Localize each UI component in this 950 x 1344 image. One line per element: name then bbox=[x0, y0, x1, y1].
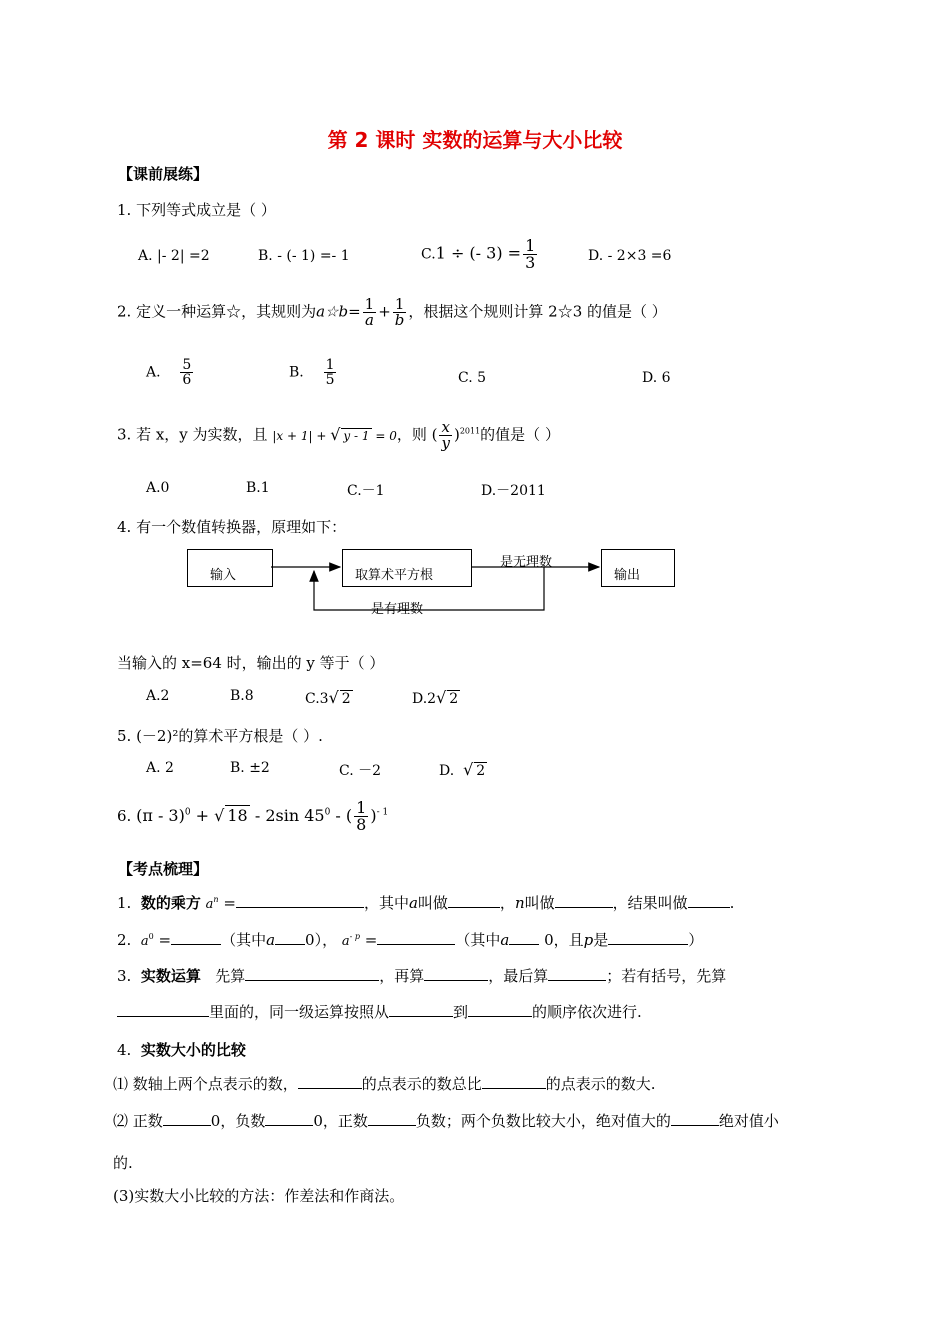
r2-exp2: - p bbox=[349, 932, 361, 941]
r1-t6: . bbox=[729, 894, 735, 912]
q1-option-a: A. |- 2| =2 bbox=[138, 248, 210, 264]
r3-blank-2 bbox=[424, 979, 488, 981]
p2-blank-4 bbox=[671, 1124, 719, 1126]
section-review-heading: 【考点梳理】 bbox=[118, 860, 209, 878]
q3-cond-post: = 0 bbox=[371, 428, 397, 443]
q6-math: (π - 3)$^0$ + √ 18 - 2sin $45^0$ - ( $\frac{1}{8}$ )$^{- 1}$ bbox=[136, 798, 389, 834]
arrow-feedback-loop bbox=[314, 567, 544, 610]
r2-blank-4 bbox=[509, 943, 539, 945]
q3-condition: |x + 1| + √ y - 1 = 0 bbox=[272, 424, 397, 444]
review-4-point-2-line-2: 的. bbox=[113, 1154, 133, 1172]
p2-t2: 0，负数 bbox=[210, 1112, 266, 1130]
r2-blank-5 bbox=[608, 943, 688, 945]
q1-c-numerator: 1 bbox=[525, 236, 536, 255]
q4-option-a: A.2 bbox=[146, 688, 170, 704]
review-4-point-1 bbox=[113, 1073, 656, 1094]
r1-t2: ，其中 bbox=[363, 894, 409, 912]
q4-question: 当输入的 x=64 时，输出的 y 等于（ ） bbox=[117, 654, 385, 672]
r3-l2-t2: 到 bbox=[453, 1003, 469, 1021]
r4-title: 实数大小的比较 bbox=[140, 1041, 246, 1059]
r1-t3: 叫做 bbox=[417, 894, 448, 912]
q5-d-label: D. bbox=[439, 763, 455, 779]
r1-exp: n bbox=[213, 895, 219, 904]
r2-t6: ） bbox=[688, 931, 704, 949]
r1-blank-2 bbox=[448, 906, 500, 908]
review-4-point-3: (3)实数大小比较的方法：作差法和作商法。 bbox=[113, 1187, 405, 1205]
p2-t3: 0，正数 bbox=[313, 1112, 368, 1130]
flow-box-output-label: 输出 bbox=[614, 568, 641, 583]
review-item-4 bbox=[117, 1039, 246, 1060]
q5-d-radicand: 2 bbox=[476, 763, 486, 779]
q3-f-den: y bbox=[441, 434, 450, 452]
q3-exponent: 2011 bbox=[459, 426, 481, 436]
r3-l2-t3: 的顺序依次进行. bbox=[532, 1003, 642, 1021]
r2-t4: 0，且 bbox=[544, 931, 584, 949]
r1-a: a bbox=[408, 894, 418, 912]
r1-title: 数的乘方 bbox=[140, 894, 201, 912]
q4-c-radicand: 2 bbox=[341, 691, 351, 707]
q6-p1: (π - 3) bbox=[136, 806, 185, 825]
q6-radicand: 18 bbox=[227, 806, 248, 825]
q1-option-d: D. - 2×3 =6 bbox=[588, 248, 672, 264]
q4-option-b: B.8 bbox=[230, 688, 254, 704]
r3-blank-3 bbox=[548, 979, 606, 981]
r1-n: n bbox=[514, 894, 525, 912]
q2-option-c: C. 5 bbox=[458, 370, 487, 386]
r2-t2: 0）， bbox=[305, 931, 338, 949]
p1-blank-1 bbox=[298, 1087, 362, 1089]
q5-stem: 5. (－2)²的算术平方根是（ ）. bbox=[117, 727, 323, 745]
q6-e3: 0 bbox=[324, 807, 331, 818]
r3-title: 实数运算 bbox=[140, 967, 201, 985]
q3-option-d: D.－2011 bbox=[481, 483, 546, 499]
page-title: 第 2 课时 实数的运算与大小比较 bbox=[327, 128, 623, 152]
q6-p3: - 2sin 45 bbox=[249, 806, 325, 825]
r1-base: a bbox=[205, 897, 214, 912]
q5-option-b: B. ±2 bbox=[230, 760, 270, 776]
q4-option-d: D.2√ 2 bbox=[412, 688, 459, 707]
r3-t2: ，再算 bbox=[379, 967, 425, 985]
r3-blank-5 bbox=[389, 1015, 453, 1017]
p1-t2: 的点表示的数总比 bbox=[361, 1075, 482, 1093]
r1-blank-3 bbox=[555, 906, 613, 908]
q2-expr: a☆b= bbox=[316, 302, 361, 321]
q6-p2: + bbox=[190, 806, 215, 825]
q2-f1-den: a bbox=[364, 311, 374, 329]
p1-t3: 的点表示的数大. bbox=[545, 1075, 656, 1093]
r2-t5: 是 bbox=[593, 931, 609, 949]
r2-blank-3 bbox=[377, 943, 455, 945]
r2-exp: 0 bbox=[148, 932, 154, 941]
review-item-2 bbox=[117, 929, 703, 950]
r3-t4: ；若有括号，先算 bbox=[606, 967, 727, 985]
q3-cond-radicand: y - 1 bbox=[343, 428, 370, 443]
q4-c-pre: C.3 bbox=[305, 691, 329, 707]
q2-a-num: 5 bbox=[182, 357, 192, 373]
section-practice-heading: 【课前展练】 bbox=[118, 165, 209, 183]
r3-blank-4 bbox=[117, 1015, 209, 1017]
q2-a-den: 6 bbox=[182, 372, 192, 388]
r2-blank-2 bbox=[275, 943, 305, 945]
q6-fraction bbox=[354, 800, 368, 833]
r3-t1: 先算 bbox=[215, 967, 246, 985]
q6-p5: ) bbox=[370, 806, 377, 825]
p2-blank-3 bbox=[368, 1124, 416, 1126]
r1-t5: ，结果叫做 bbox=[612, 894, 688, 912]
r1-num: 1. bbox=[117, 894, 132, 912]
q3-mid: ，则 ( bbox=[396, 425, 438, 444]
label-irrational: 是无理数 bbox=[500, 555, 553, 570]
r2-blank-1 bbox=[171, 943, 221, 945]
q4-stem: 4. 有一个数值转换器，原理如下： bbox=[117, 518, 347, 536]
q1-option-c-label: C. bbox=[421, 246, 436, 263]
r2-p: p bbox=[583, 931, 594, 949]
q2-option-d: D. 6 bbox=[642, 370, 671, 386]
q1-option-b: B. - (- 1) =- 1 bbox=[258, 248, 350, 264]
q1-c-denominator: 3 bbox=[525, 253, 536, 272]
q6-expression bbox=[117, 800, 388, 833]
q4-d-pre: D.2 bbox=[412, 691, 437, 707]
r2-base: a bbox=[140, 934, 149, 949]
q6-f-den: 8 bbox=[356, 815, 367, 834]
review-4-point-2 bbox=[113, 1110, 779, 1131]
q2-stem-pre: 2. 定义一种运算☆，其规则为 bbox=[117, 302, 317, 321]
q6-f-num: 1 bbox=[356, 798, 367, 817]
flow-box-sqrt-label: 取算术平方根 bbox=[355, 568, 434, 583]
q5-option-d: D. √ 2 bbox=[439, 760, 486, 779]
p2-t5: 绝对值小 bbox=[718, 1112, 779, 1130]
q3-option-c: C.－1 bbox=[347, 483, 385, 499]
q4-option-c: C.3√ 2 bbox=[305, 688, 351, 707]
review-item-3-line-2 bbox=[117, 1001, 642, 1022]
q6-label: 6. bbox=[117, 807, 132, 825]
q2-plus: + bbox=[378, 302, 391, 321]
q3-cond-abs: |x + 1| + bbox=[272, 428, 331, 443]
flow-box-input-label: 输入 bbox=[210, 568, 237, 583]
r2-base2: a bbox=[341, 934, 350, 949]
q3-stem: 3. 若 x，y 为实数，且 |x + 1| + √ y - 1 = 0，则 ( $\frac{x}{y}$ )$^{2011}$的值是（ ） bbox=[117, 418, 560, 452]
r2-t1: （其中 bbox=[221, 931, 267, 949]
q2-f1-num: 1 bbox=[364, 295, 375, 313]
r1-blank-1 bbox=[236, 906, 364, 908]
r3-blank-1 bbox=[245, 979, 379, 981]
r4-num: 4. bbox=[117, 1041, 132, 1059]
r2-eq2: = bbox=[364, 931, 378, 949]
q3-stem-post: 的值是（ ） bbox=[480, 425, 560, 444]
r3-num: 3. bbox=[117, 967, 132, 985]
review-item-1: 1. 数的乘方 $a^n$ = ，其中a叫做 ，n叫做 ，结果叫做 . bbox=[117, 894, 735, 912]
q6-e5: - 1 bbox=[376, 807, 389, 818]
r2-eq: = bbox=[158, 931, 172, 949]
p1-blank-2 bbox=[482, 1087, 546, 1089]
q2-b-den: 5 bbox=[325, 372, 335, 388]
p1-t1: ⑴ 数轴上两个点表示的数， bbox=[113, 1075, 298, 1093]
p2-t4: 负数；两个负数比较大小，绝对值大的 bbox=[415, 1112, 671, 1130]
q5-option-c: C. －2 bbox=[339, 763, 382, 779]
q6-e1: 0 bbox=[184, 807, 191, 818]
r2-t3: （其中 bbox=[455, 931, 501, 949]
r3-l2-t1: 里面的，同一级运算按照从 bbox=[209, 1003, 390, 1021]
r2-a: a bbox=[266, 931, 276, 949]
p2-blank-2 bbox=[265, 1124, 313, 1126]
r2-a2: a bbox=[500, 931, 510, 949]
q3-f-num: x bbox=[439, 420, 451, 436]
q3-stem-pre: 3. 若 x，y 为实数，且 bbox=[117, 425, 268, 444]
r1-t4: 叫做 bbox=[524, 894, 555, 912]
q2-b-label: B. bbox=[289, 364, 304, 381]
q5-option-a: A. 2 bbox=[146, 760, 174, 776]
r3-blank-6 bbox=[468, 1015, 532, 1017]
p2-t1: ⑵ 正数 bbox=[113, 1112, 163, 1130]
r3-t3: ，最后算 bbox=[488, 967, 549, 985]
q6-p4: - ( bbox=[330, 806, 353, 825]
p2-blank-1 bbox=[163, 1124, 211, 1126]
q2-b-num: 1 bbox=[325, 357, 335, 373]
q2-f2-num: 1 bbox=[393, 297, 407, 313]
q2-a-label: A. bbox=[146, 364, 161, 381]
label-rational: 是有理数 bbox=[371, 602, 424, 617]
q1-option-c-expr: 1 ÷ (- 3) = bbox=[435, 243, 522, 263]
r1-blank-4 bbox=[688, 906, 730, 908]
q2-f2-den: b bbox=[394, 311, 405, 329]
q3-option-b: B.1 bbox=[246, 480, 270, 496]
r1-eq: = bbox=[223, 894, 236, 912]
q1-stem: 1. 下列等式成立是（ ） bbox=[117, 201, 276, 219]
r2-num: 2. bbox=[117, 931, 132, 949]
review-item-3 bbox=[117, 965, 726, 986]
q3-option-a: A.0 bbox=[146, 480, 170, 496]
q2-stem-post: ，根据这个规则计算 2☆3 的值是（ ） bbox=[408, 302, 667, 321]
q4-d-radicand: 2 bbox=[449, 691, 459, 707]
